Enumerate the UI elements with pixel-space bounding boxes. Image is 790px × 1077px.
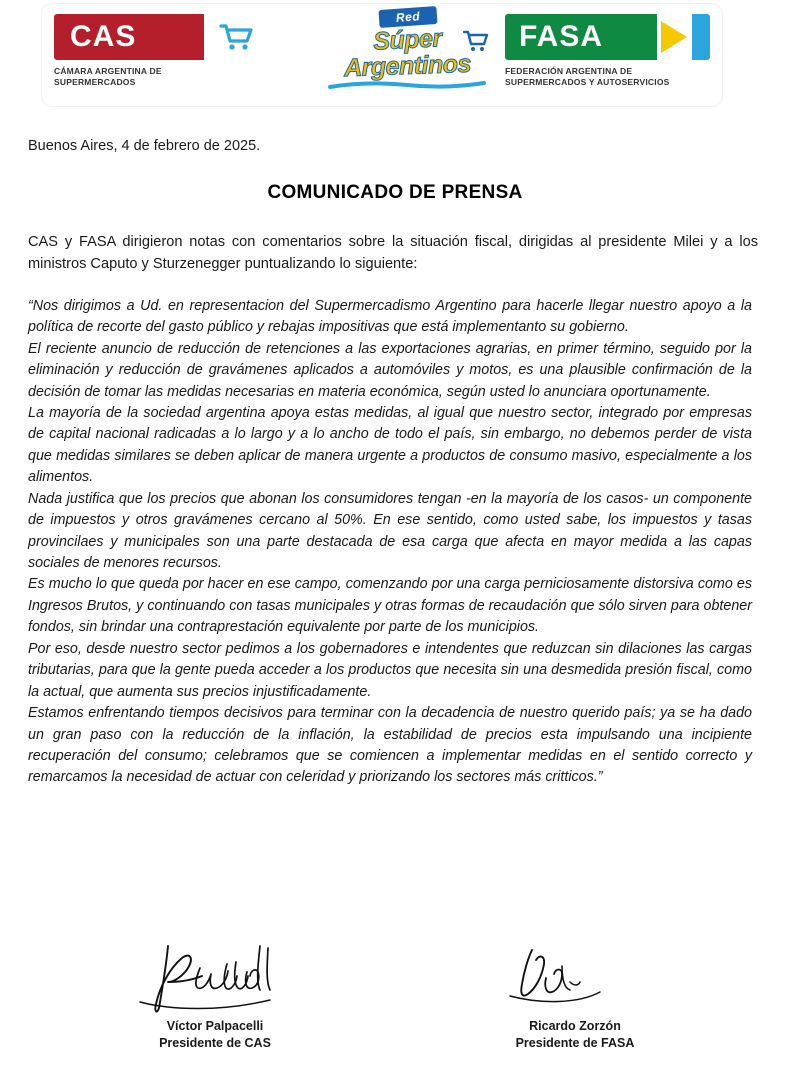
- quote-paragraph: Por eso, desde nuestro sector pedimos a los gobernadores e intendentes que reduzcan sin dilaciones las cargas tributarias, para que la gente pueda acceder a los productos que necesita sin una desmedida presión fiscal, como la actual, que aumenta sus precios injustificadamente.: [28, 640, 752, 700]
- signature-area: [0, 938, 790, 1052]
- signature-art: [470, 938, 680, 1018]
- cas-subtitle: [54, 66, 259, 87]
- signature-role: Presidente de CAS: [159, 1035, 271, 1050]
- fasa-accent-area: [657, 14, 710, 60]
- signature-block-fasa: [470, 938, 680, 1052]
- quote-paragraph: Estamos enfrentando tiempos decisivos para terminar con la decadencia de nuestro querido país; ya se ha dado un gran paso con la reducción de la inflación, la estabilidad de precios esta impulsando una incipiente recuperación del consumo; celebramos que se comiencen a implementar medidas en el sentido correcto y remarcamos la necesidad de actuar con celeridad y priorizando los sectores más critticos.”: [28, 705, 752, 786]
- quote-paragraph: El reciente anuncio de reducción de retenciones a las exportaciones agrarias, en primer término, seguido por la eliminación y reducción de gravámenes aplicados a automóviles y motos, es una plausible confirmación de la decisión de tomar las medidas necesarias en materia económica, según usted lo anunciara oportunamente.: [28, 340, 752, 400]
- document-body: [0, 106, 790, 789]
- signature-block-cas: [110, 938, 320, 1052]
- shopping-cart-icon: [219, 23, 253, 51]
- logo-cas: [54, 14, 259, 87]
- quote-paragraph: La mayoría de la sociedad argentina apoya estas medidas, al igual que nuestro sector, integrado por empresas de capital nacional radicadas a lo largo y a lo ancho de todo el país, sin embargo, no debemos perder de vista que medidas similares se deben aplicar de manera urgente a productos de consumo masivo, especialmente a los alimentos.: [28, 404, 752, 486]
- page-title: COMUNICADO DE PRENSA: [267, 182, 523, 203]
- fasa-green-block: [505, 14, 657, 60]
- quote-paragraph: “Nos dirigimos a Ud. en representacion del Supermercadismo Argentino para hacerle llegar nuestro apoyo a la política de recorte del gasto público y rebajas impositivas que está implementanto su gobierno.: [28, 297, 752, 336]
- cas-cart-area: [204, 14, 259, 60]
- chevron-right-icon: [661, 21, 687, 53]
- cas-red-block: [54, 14, 204, 60]
- cas-wordmark: CAS: [70, 20, 137, 53]
- quote-paragraph: Es mucho lo que queda por hacer en ese campo, comenzando por una carga perniciosamente distorsiva como es Ingresos Brutos, y continuando con tasas municipales y otras formas de recaudación que sólo sirven para obtener fondos, sin brindar una contraprestación equivalente por parte de los municipios.: [28, 576, 752, 636]
- fasa-subtitle-line1: FEDERACIÓN ARGENTINA DE: [505, 66, 633, 76]
- logo-red-super-argentinos: [320, 6, 495, 104]
- fasa-wordmark: FASA: [519, 20, 604, 53]
- quote-paragraph: Nada justifica que los precios que abonan los consumidores tengan -en la mayoría de los casos- un componente de impuestos y otros gravámenes cercano al 50%. En ese sentido, como usted sabe, los impuestos y tasas provincilaes y municipales son una parte destacada de esa carga que afecta en mayor medida a las capas sociales de menores recursos.: [28, 490, 752, 572]
- rsa-wordmark-line1: Súper: [372, 24, 443, 56]
- handwritten-signature: [470, 938, 680, 1018]
- rsa-swoosh-underline: [328, 80, 486, 90]
- signature-role: Presidente de FASA: [515, 1035, 635, 1050]
- signature-art: [110, 938, 320, 1018]
- logo-header-band: [42, 4, 722, 106]
- fasa-blue-tab: [692, 14, 710, 60]
- cas-subtitle-line1: CÁMARA ARGENTINA DE: [54, 66, 162, 76]
- quoted-letter: [28, 296, 752, 789]
- intro-paragraph: CAS y FASA dirigieron notas con comentarios sobre la situación fiscal, dirigidas al presidente Milei y a los ministros Caputo y Sturzenegger puntualizando lo siguiente:: [28, 234, 758, 272]
- fasa-banner: [505, 14, 710, 60]
- cas-banner: [54, 14, 259, 60]
- signature-name: Ricardo Zorzón: [529, 1019, 621, 1033]
- fasa-subtitle-line2: SUPERMERCADOS Y AUTOSERVICIOS: [505, 76, 670, 87]
- rsa-ribbon-label: Red: [394, 9, 421, 25]
- rsa-wordmark-line2: Argentinos: [343, 49, 472, 83]
- handwritten-signature: [110, 938, 320, 1018]
- shopping-cart-icon: [463, 30, 489, 52]
- fasa-subtitle: [505, 66, 710, 87]
- cas-subtitle-line2: SUPERMERCADOS: [54, 76, 136, 87]
- signature-name: Víctor Palpacelli: [166, 1019, 264, 1033]
- date-line: Buenos Aires, 4 de febrero de 2025.: [28, 138, 261, 154]
- logo-fasa: [505, 14, 710, 87]
